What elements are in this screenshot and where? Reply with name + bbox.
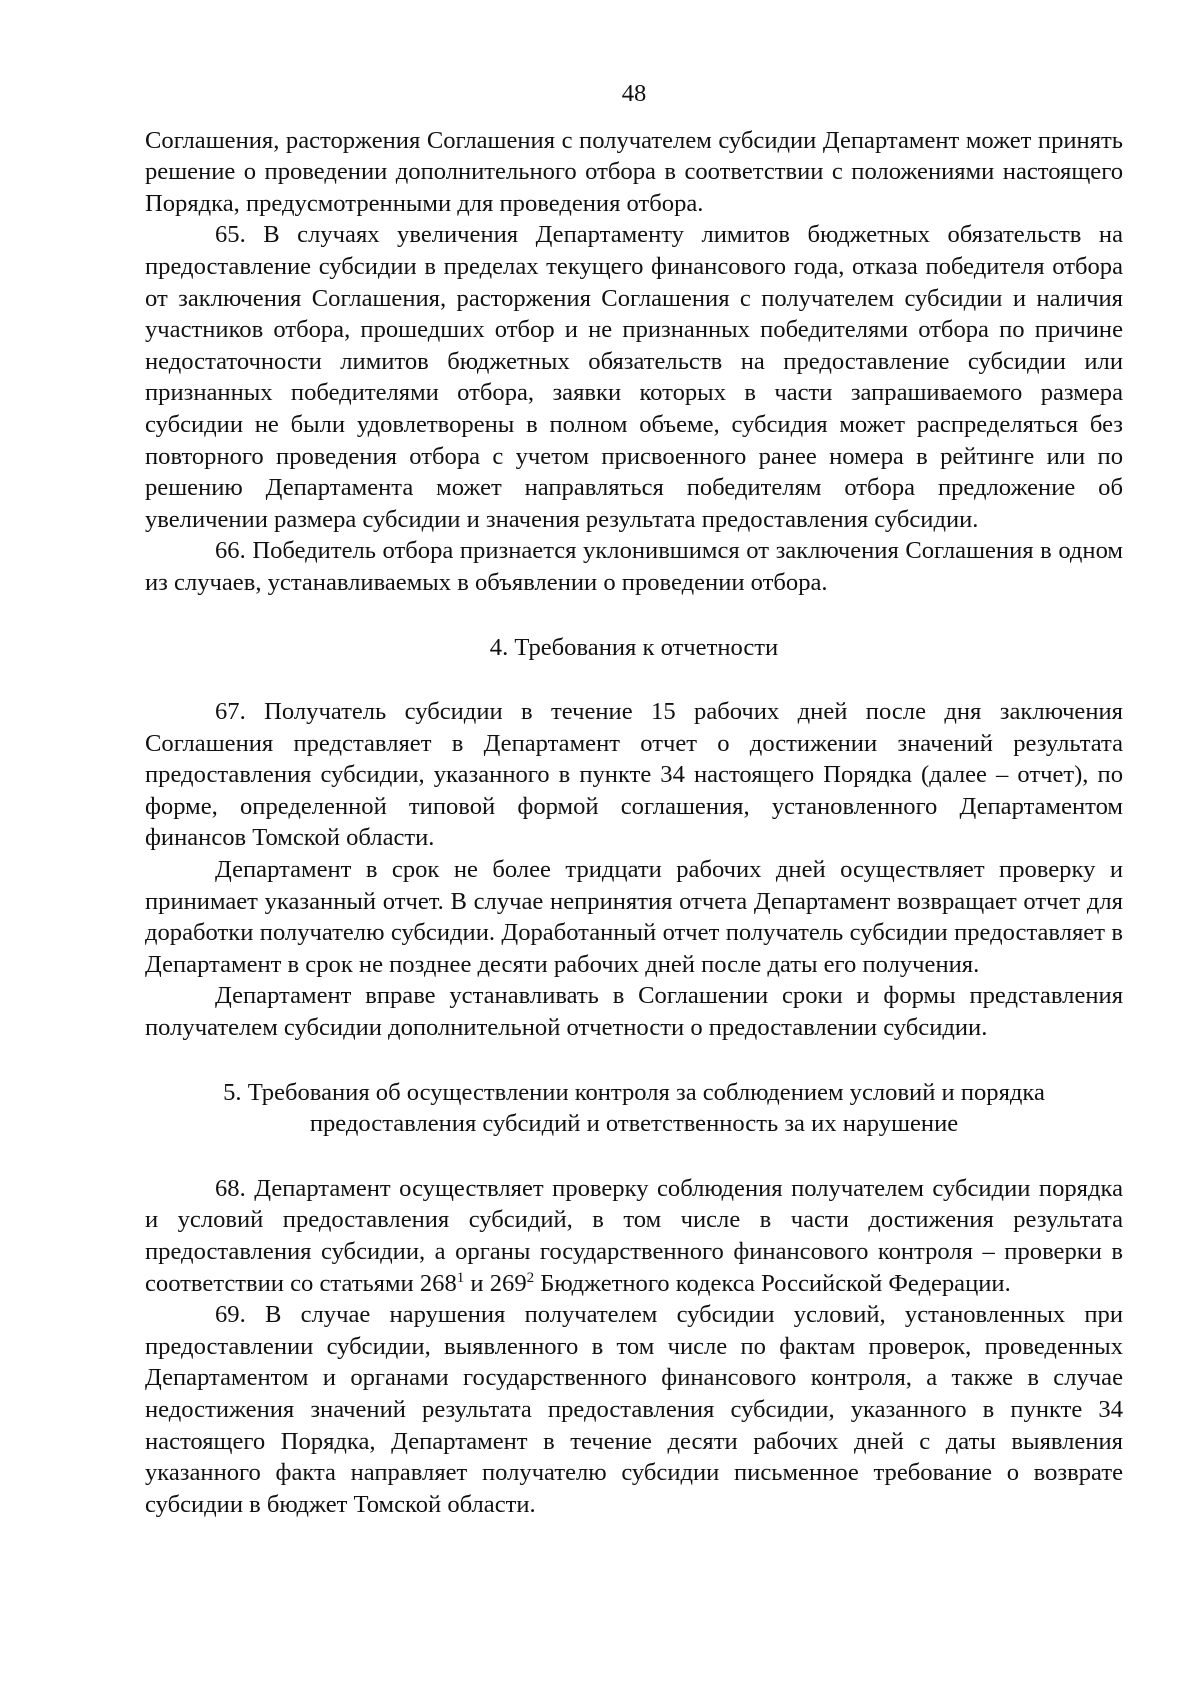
- paragraph-continuation: Соглашения, расторжения Соглашения с получателем субсидии Департамент может принять решение о проведении дополнительного отбора в соответствии с положениями настоящего Порядка, предусмотренными для проведения отбора.: [145, 126, 1123, 217]
- paragraph-68-part1: 68. Департамент осуществляет проверку соблюдения получателем субсидии порядка и условий предоставления субсидий, в том числе в части достижения результата предоставления субсидии, а органы государственного финансового контроля – проверки в соответствии со статьями 268: [145, 1174, 1123, 1297]
- paragraph-68-part3: Бюджетного кодекса Российской Федерации.: [534, 1269, 1011, 1297]
- paragraph-67-review: Департамент в срок не более тридцати рабочих дней осуществляет проверку и принимает указанный отчет. В случае непринятия отчета Департамент возвращает отчет для доработки получателю субсидии. Доработанный отчет получатель субсидии предоставляет в Департамент в срок не позднее десяти рабочих дней после даты его получения.: [145, 856, 1123, 978]
- superscript-1: 1: [456, 1269, 465, 1286]
- section-heading-5-line1: 5. Требования об осуществлении контроля за соблюдением условий и порядка: [223, 1078, 1045, 1106]
- page-number: 48: [621, 80, 647, 107]
- superscript-2: 2: [526, 1269, 535, 1286]
- paragraph-69: 69. В случае нарушения получателем субсидии условий, установленных при предоставлении субсидии, выявленного в том числе по фактам проверок, проведенных Департаментом и органами государственного финансового контроля, а также в случае недостижения значений результата предоставления субсидии, указанного в пункте 34 настоящего Порядка, Департамент в течение десяти рабочих дней с даты выявления указанного факта направляет получателю субсидии письменное требование о возврате субсидии в бюджет Томской области.: [145, 1301, 1123, 1518]
- paragraph-65: 65. В случаях увеличения Департаменту лимитов бюджетных обязательств на предоставление субсидии в пределах текущего финансового года, отказа победителя отбора от заключения Соглашения, расторжения Соглашения с получателем субсидии и наличия участников отбора, прошедших отбор и не признанных победителями отбора по причине недостаточности лимитов бюджетных обязательств на предоставление субсидии или признанных победителями отбора, заявки которых в части запрашиваемого размера субсидии не были удовлетворены в полном объеме, субсидия может распределяться без повторного проведения отбора с учетом присвоенного ранее номера в рейтинге или по решению Департамента может направляться победителям отбора предложение об увеличении размера субсидии и значения результата предоставления субсидии.: [145, 221, 1123, 533]
- section-heading-5-line2: предоставления субсидий и ответственность за их нарушение: [309, 1110, 959, 1138]
- paragraph-66: 66. Победитель отбора признается уклонившимся от заключения Соглашения в одном из случаев, устанавливаемых в объявлении о проведении отбора.: [145, 537, 1123, 596]
- document-page: [145, 78, 1123, 1520]
- paragraph-68-part2: и 269: [464, 1269, 527, 1297]
- paragraph-67-additional-reporting: Департамент вправе устанавливать в Соглашении сроки и формы представления получателем субсидии дополнительной отчетности о предоставлении субсидии.: [145, 982, 1123, 1042]
- section-heading-5: [145, 1077, 1123, 1140]
- paragraph-67: 67. Получатель субсидии в течение 15 рабочих дней после дня заключения Соглашения представляет в Департамент отчет о достижении значений результата предоставления субсидии, указанного в пункте 34 настоящего Порядка (далее – отчет), по форме, определенной типовой формой соглашения, установленного Департаментом финансов Томской области.: [145, 698, 1123, 852]
- paragraph-68: [145, 1173, 1123, 1299]
- section-heading-4: 4. Требования к отчетности: [489, 633, 779, 661]
